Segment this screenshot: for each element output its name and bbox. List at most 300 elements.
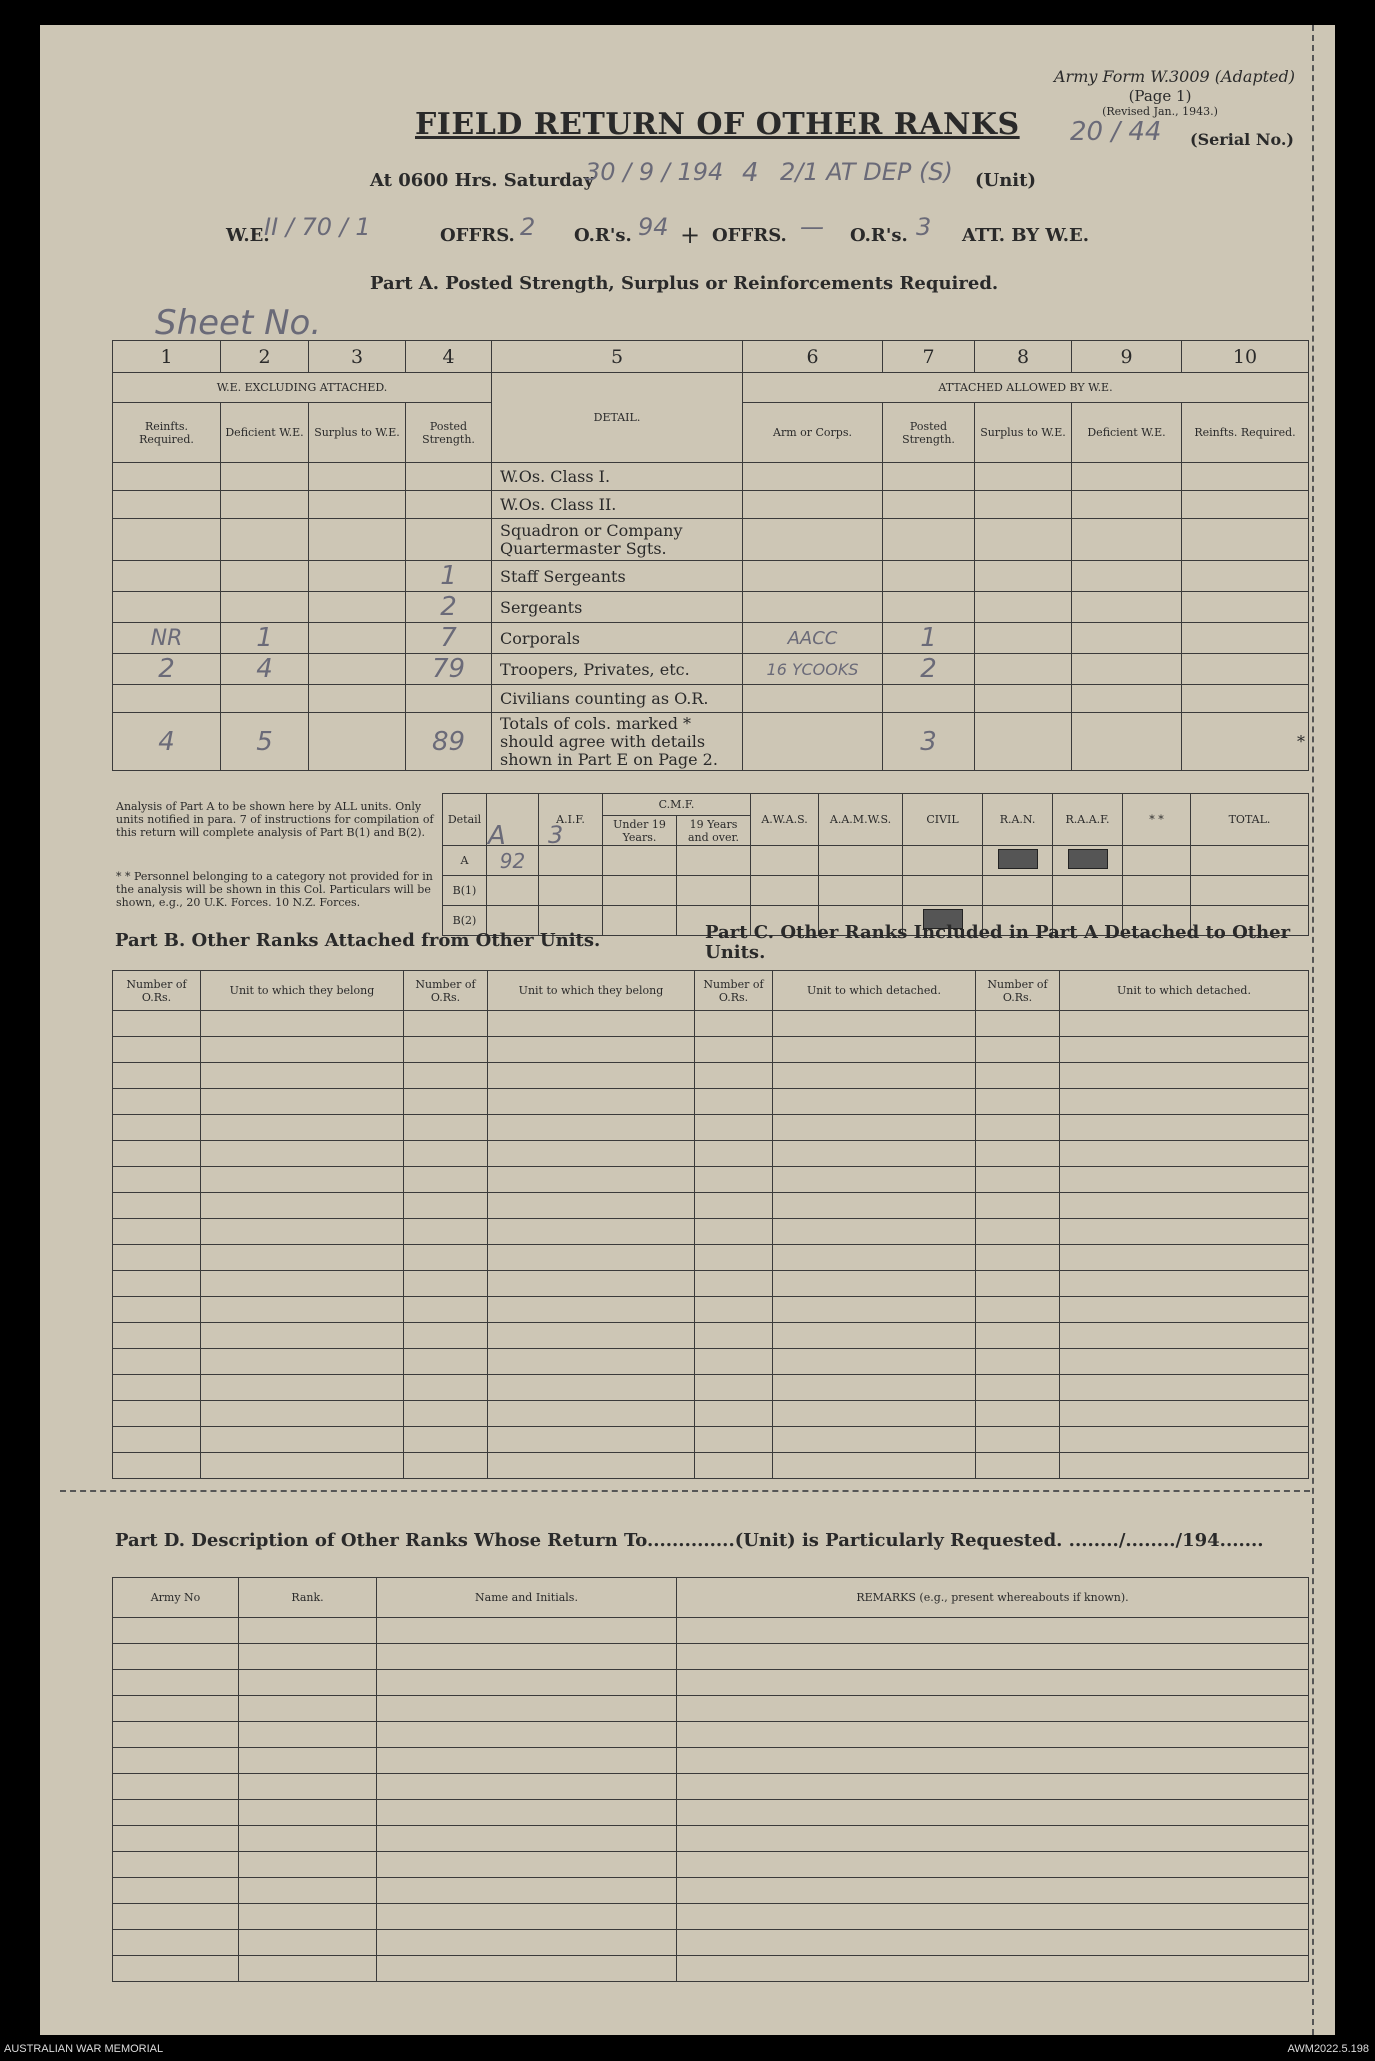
cell [751, 846, 819, 876]
blank-cell [201, 1037, 404, 1063]
cell-posted [406, 685, 492, 713]
blank-cell [404, 1089, 488, 1115]
cell-att-reinfts [1182, 561, 1309, 592]
analysis-row-a [443, 846, 1309, 876]
blank-cell [404, 1011, 488, 1037]
blank-cell [773, 1089, 976, 1115]
cell [1191, 846, 1309, 876]
blank-cell [976, 1193, 1060, 1219]
blank-cell [695, 1115, 773, 1141]
blank-cell [1060, 1427, 1309, 1453]
blank-cell [377, 1826, 677, 1852]
analysis-detail-header: Detail [443, 794, 487, 846]
offrs2-label: OFFRS. [712, 225, 787, 246]
cell [1123, 846, 1191, 876]
cell-att-reinfts [1182, 491, 1309, 519]
under19-header: Under 19 Years. [603, 816, 677, 846]
cell-deficient: 1 [221, 623, 309, 654]
cell-arm [743, 519, 883, 561]
partD-heading: Part D. Description of Other Ranks Whose Return To..............(Unit) is Particularly Requested. ......../......../194....... [115, 1530, 1264, 1551]
blank-cell [1060, 1089, 1309, 1115]
cell-posted: 79 [406, 654, 492, 685]
blank-cell [773, 1349, 976, 1375]
unit-value: 2/1 AT DEP (S) [780, 158, 953, 186]
blank-cell [1060, 1453, 1309, 1479]
blank-cell [976, 1401, 1060, 1427]
blank-cell [113, 1930, 239, 1956]
cell-att-posted [883, 685, 975, 713]
table-row [113, 1722, 1309, 1748]
col-header: Name and Initials. [377, 1578, 677, 1618]
blank-cell [695, 1401, 773, 1427]
detail-header: DETAIL. [492, 373, 743, 463]
cell [903, 846, 983, 876]
blank-cell [677, 1696, 1309, 1722]
cell [903, 876, 983, 906]
blank-cell [1060, 1141, 1309, 1167]
blank-cell [113, 1089, 201, 1115]
offrs-label: OFFRS. [440, 225, 515, 246]
blank-cell [1060, 1219, 1309, 1245]
table-row [113, 1800, 1309, 1826]
cell [677, 876, 751, 906]
blank-cell [488, 1245, 695, 1271]
cell-reinfts: NR [113, 623, 221, 654]
row-detail: W.Os. Class II. [492, 491, 743, 519]
cell-surplus [309, 491, 406, 519]
blank-cell [695, 1011, 773, 1037]
table-row [113, 1852, 1309, 1878]
table-row [113, 1748, 1309, 1774]
cell-att-surplus [975, 592, 1072, 623]
blank-cell [113, 1349, 201, 1375]
blank-cell [201, 1297, 404, 1323]
blank-cell [377, 1722, 677, 1748]
table-row [113, 1349, 1309, 1375]
row-detail: Sergeants [492, 592, 743, 623]
blank-cell [488, 1401, 695, 1427]
col-number: 2 [221, 341, 309, 373]
blank-cell [677, 1878, 1309, 1904]
cell-deficient [221, 463, 309, 491]
col-header: Deficient W.E. [221, 403, 309, 463]
blank-cell [377, 1878, 677, 1904]
cell-surplus [309, 685, 406, 713]
table-row [113, 1696, 1309, 1722]
blank-cell [488, 1453, 695, 1479]
cell-att-reinfts [1182, 623, 1309, 654]
cell-att-surplus [975, 623, 1072, 654]
blank-cell [488, 1271, 695, 1297]
blank-cell [113, 1401, 201, 1427]
col-header: Surplus to W.E. [975, 403, 1072, 463]
cell-att-posted [883, 491, 975, 519]
blank-cell [773, 1401, 976, 1427]
blank-cell [976, 1349, 1060, 1375]
row-label: B(1) [443, 876, 487, 906]
cell-surplus [309, 519, 406, 561]
partBC-table [112, 970, 1309, 1479]
row-label: B(2) [443, 906, 487, 936]
blank-cell [773, 1453, 976, 1479]
table-row [113, 1774, 1309, 1800]
blank-cell [201, 1401, 404, 1427]
serial-value: 20 / 44 [1070, 117, 1162, 147]
total-att-deficient [1072, 713, 1182, 771]
col-number: 6 [743, 341, 883, 373]
table-row [113, 623, 1309, 654]
ors2-value: 3 [916, 213, 932, 241]
table-row [113, 1011, 1309, 1037]
row-detail: Squadron or Company Quartermaster Sgts. [492, 519, 743, 561]
blank-cell [773, 1037, 976, 1063]
blank-cell [773, 1063, 976, 1089]
blank-cell [113, 1748, 239, 1774]
total-arm [743, 713, 883, 771]
partA-rows [113, 463, 1309, 771]
blank-cell [488, 1011, 695, 1037]
blank-cell [773, 1141, 976, 1167]
blank-cell [113, 1453, 201, 1479]
table-row [113, 1618, 1309, 1644]
row-label: A [443, 846, 487, 876]
table-row [113, 1037, 1309, 1063]
blank-cell [773, 1011, 976, 1037]
cmf-header: C.M.F. [603, 794, 751, 816]
cell [1123, 876, 1191, 906]
date-year-hand: 4 [742, 158, 759, 188]
cell-posted [406, 519, 492, 561]
blank-cell [201, 1245, 404, 1271]
form-title: FIELD RETURN OF OTHER RANKS [415, 107, 1020, 142]
plus-sign: + [680, 221, 701, 249]
blank-cell [113, 1644, 239, 1670]
blank-cell [773, 1245, 976, 1271]
blank-cell [677, 1930, 1309, 1956]
blank-cell [377, 1644, 677, 1670]
blank-cell [488, 1297, 695, 1323]
cell-att-surplus [975, 685, 1072, 713]
cell-surplus [309, 561, 406, 592]
blank-cell [976, 1453, 1060, 1479]
col-header: REMARKS (e.g., present whereabouts if known). [677, 1578, 1309, 1618]
blank-cell [239, 1904, 377, 1930]
raaf-header: R.A.A.F. [1053, 794, 1123, 846]
cell-surplus [309, 654, 406, 685]
partA-table [112, 340, 1309, 771]
blank-cell [113, 1219, 201, 1245]
blank-cell [976, 1297, 1060, 1323]
table-row [113, 1297, 1309, 1323]
blank-cell [113, 1141, 201, 1167]
cell [1191, 876, 1309, 906]
table-row [113, 1644, 1309, 1670]
cell-att-posted: 2 [883, 654, 975, 685]
blank-cell [113, 1323, 201, 1349]
col-header: Rank. [239, 1578, 377, 1618]
table-row [113, 654, 1309, 685]
cell-att-deficient [1072, 623, 1182, 654]
table-row [113, 685, 1309, 713]
blank-cell [1060, 1063, 1309, 1089]
hand-value: 92 [487, 846, 539, 876]
blank-cell [1060, 1375, 1309, 1401]
table-row [113, 491, 1309, 519]
cell-posted: 2 [406, 592, 492, 623]
cell-posted [406, 463, 492, 491]
blank-cell [377, 1956, 677, 1982]
blank-cell [677, 1956, 1309, 1982]
analysis-table [442, 793, 1309, 936]
table-row [113, 1271, 1309, 1297]
blank-cell [239, 1696, 377, 1722]
blank-cell [488, 1219, 695, 1245]
blank-cell [677, 1748, 1309, 1774]
table-row [113, 1956, 1309, 1982]
blank-cell [201, 1271, 404, 1297]
footer-right: AWM2022.5.198 [1287, 2043, 1369, 2055]
blank-cell [1060, 1245, 1309, 1271]
perforation-line [1312, 25, 1314, 2035]
blank-cell [201, 1427, 404, 1453]
blank-cell [695, 1375, 773, 1401]
cell [539, 846, 603, 876]
partD-rows [113, 1618, 1309, 1982]
table-row [113, 1878, 1309, 1904]
form-revised: (Revised Jan., 1943.) [1102, 105, 1218, 118]
aamws-header: A.A.M.W.S. [819, 794, 903, 846]
col-header: Unit to which they belong [201, 971, 404, 1011]
blank-cell [377, 1930, 677, 1956]
blank-cell [677, 1644, 1309, 1670]
blank-cell [201, 1167, 404, 1193]
cell-reinfts: 2 [113, 654, 221, 685]
table-row [113, 1401, 1309, 1427]
col-header: Reinfts. Required. [113, 403, 221, 463]
blank-cell [113, 1193, 201, 1219]
left-group-header: W.E. EXCLUDING ATTACHED. [113, 373, 492, 403]
blank-cell [677, 1722, 1309, 1748]
blank-cell [773, 1115, 976, 1141]
col-number: 7 [883, 341, 975, 373]
col-header: Surplus to W.E. [309, 403, 406, 463]
totals-row [113, 713, 1309, 771]
blank-cell [113, 1618, 239, 1644]
blank-cell [1060, 1115, 1309, 1141]
blank-cell [488, 1375, 695, 1401]
cell-arm [743, 463, 883, 491]
cell-att-deficient [1072, 463, 1182, 491]
col-number: 4 [406, 341, 492, 373]
cell [819, 876, 903, 906]
ors2-label: O.R's. [850, 225, 908, 246]
blank-cell [695, 1063, 773, 1089]
partC-heading: Part C. Other Ranks Included in Part A Detached to Other Units. [705, 922, 1291, 963]
civil-header: CIVIL [903, 794, 983, 846]
blank-cell [113, 1696, 239, 1722]
row-detail: Civilians counting as O.R. [492, 685, 743, 713]
blank-cell [113, 1115, 201, 1141]
cell-att-surplus [975, 654, 1072, 685]
blank-cell [677, 1852, 1309, 1878]
cell-deficient [221, 519, 309, 561]
cell-arm: 16 YCOOKS [743, 654, 883, 685]
col-header: Number of O.Rs. [976, 971, 1060, 1011]
col-header: Unit to which detached. [1060, 971, 1309, 1011]
blank-cell [976, 1089, 1060, 1115]
blank-cell [404, 1193, 488, 1219]
cell-deficient [221, 491, 309, 519]
blank-cell [239, 1826, 377, 1852]
raaf-stamp [1053, 846, 1123, 876]
row-detail: Staff Sergeants [492, 561, 743, 592]
blank-cell [773, 1375, 976, 1401]
blank-cell [695, 1349, 773, 1375]
table-row [113, 1453, 1309, 1479]
cell-att-surplus [975, 463, 1072, 491]
analysis-note2: * * Personnel belonging to a category not provided for in the analysis will be shown in this Col. Particulars will be shown, e.g., 20 U.K. Forces. 10 N.Z. Forces. [116, 870, 433, 909]
cell-reinfts [113, 463, 221, 491]
blank-cell [113, 1063, 201, 1089]
blank-cell [773, 1323, 976, 1349]
ors-label: O.R's. [574, 225, 632, 246]
unit-label: (Unit) [975, 170, 1036, 191]
blank-cell [1060, 1271, 1309, 1297]
col-header: Reinfts. Required. [1182, 403, 1309, 463]
cell-reinfts [113, 561, 221, 592]
we-label: W.E. [226, 225, 270, 246]
partD-table [112, 1577, 1309, 1982]
blank-cell [201, 1323, 404, 1349]
blank-cell [113, 1826, 239, 1852]
col-header: Number of O.Rs. [695, 971, 773, 1011]
other-header: * * [1123, 794, 1191, 846]
cell [1053, 876, 1123, 906]
blank-cell [1060, 1323, 1309, 1349]
blank-cell [201, 1219, 404, 1245]
blank-cell [695, 1297, 773, 1323]
blank-cell [404, 1271, 488, 1297]
blank-cell [695, 1219, 773, 1245]
cell-att-reinfts [1182, 654, 1309, 685]
cell-att-reinfts [1182, 592, 1309, 623]
blank-cell [404, 1141, 488, 1167]
blank-cell [113, 1722, 239, 1748]
ran-stamp [983, 846, 1053, 876]
blank-cell [113, 1297, 201, 1323]
blank-cell [377, 1852, 677, 1878]
cell-att-deficient [1072, 519, 1182, 561]
row-detail: Troopers, Privates, etc. [492, 654, 743, 685]
cell-att-surplus [975, 519, 1072, 561]
cell-att-reinfts [1182, 463, 1309, 491]
blank-cell [1060, 1349, 1309, 1375]
time-label: At 0600 Hrs. Saturday [370, 170, 595, 191]
blank-cell [488, 1323, 695, 1349]
blank-cell [976, 1063, 1060, 1089]
blank-cell [239, 1618, 377, 1644]
blank-cell [677, 1774, 1309, 1800]
blank-cell [404, 1167, 488, 1193]
blank-cell [404, 1037, 488, 1063]
blank-cell [404, 1453, 488, 1479]
over19-header: 19 Years and over. [677, 816, 751, 846]
hand-a: A [488, 821, 506, 851]
cell-att-surplus [975, 491, 1072, 519]
offrs2-value: — [800, 213, 824, 241]
awas-header: A.W.A.S. [751, 794, 819, 846]
offrs-value: 2 [520, 213, 536, 241]
blank-cell [695, 1141, 773, 1167]
blank-cell [488, 1427, 695, 1453]
col-header: Deficient W.E. [1072, 403, 1182, 463]
partA-heading: Part A. Posted Strength, Surplus or Reinforcements Required. [370, 273, 999, 294]
blank-cell [488, 1141, 695, 1167]
blank-cell [1060, 1297, 1309, 1323]
blank-cell [201, 1349, 404, 1375]
blank-cell [201, 1011, 404, 1037]
col-header: Arm or Corps. [743, 403, 883, 463]
blank-cell [1060, 1037, 1309, 1063]
blank-cell [239, 1774, 377, 1800]
blank-cell [239, 1644, 377, 1670]
cell [983, 876, 1053, 906]
blank-cell [677, 1800, 1309, 1826]
cell-deficient [221, 685, 309, 713]
we-value: II / 70 / 1 [264, 213, 371, 241]
cell-arm [743, 561, 883, 592]
blank-cell [113, 1167, 201, 1193]
blank-cell [377, 1904, 677, 1930]
form-page: (Page 1) [1128, 87, 1192, 105]
blank-cell [201, 1141, 404, 1167]
blank-cell [976, 1219, 1060, 1245]
total-posted: 89 [406, 713, 492, 771]
date-value: 30 / 9 / 194 [585, 158, 724, 186]
total-att-surplus [975, 713, 1072, 771]
blank-cell [113, 1774, 239, 1800]
blank-cell [773, 1219, 976, 1245]
col-number: 5 [492, 341, 743, 373]
table-row [113, 1141, 1309, 1167]
blank-cell [695, 1193, 773, 1219]
total-star: * [1182, 713, 1309, 771]
blank-cell [488, 1167, 695, 1193]
totals-detail: Totals of cols. marked * should agree with details shown in Part E on Page 2. [492, 713, 743, 771]
blank-cell [1060, 1167, 1309, 1193]
table-row [113, 519, 1309, 561]
footer-left: AUSTRALIAN WAR MEMORIAL [4, 2043, 164, 2055]
blank-cell [695, 1037, 773, 1063]
table-row [113, 1167, 1309, 1193]
blank-cell [377, 1800, 677, 1826]
blank-cell [113, 1011, 201, 1037]
blank-cell [695, 1271, 773, 1297]
blank-cell [488, 1193, 695, 1219]
cell-deficient [221, 592, 309, 623]
sheet-note: Sheet No. [155, 303, 322, 343]
table-row [113, 1670, 1309, 1696]
table-row [113, 1193, 1309, 1219]
blank-cell [113, 1427, 201, 1453]
blank-cell [976, 1167, 1060, 1193]
cell-arm [743, 592, 883, 623]
cell-reinfts [113, 685, 221, 713]
cell-deficient [221, 561, 309, 592]
table-row [113, 1930, 1309, 1956]
blank-cell [113, 1956, 239, 1982]
blank-cell [1060, 1401, 1309, 1427]
